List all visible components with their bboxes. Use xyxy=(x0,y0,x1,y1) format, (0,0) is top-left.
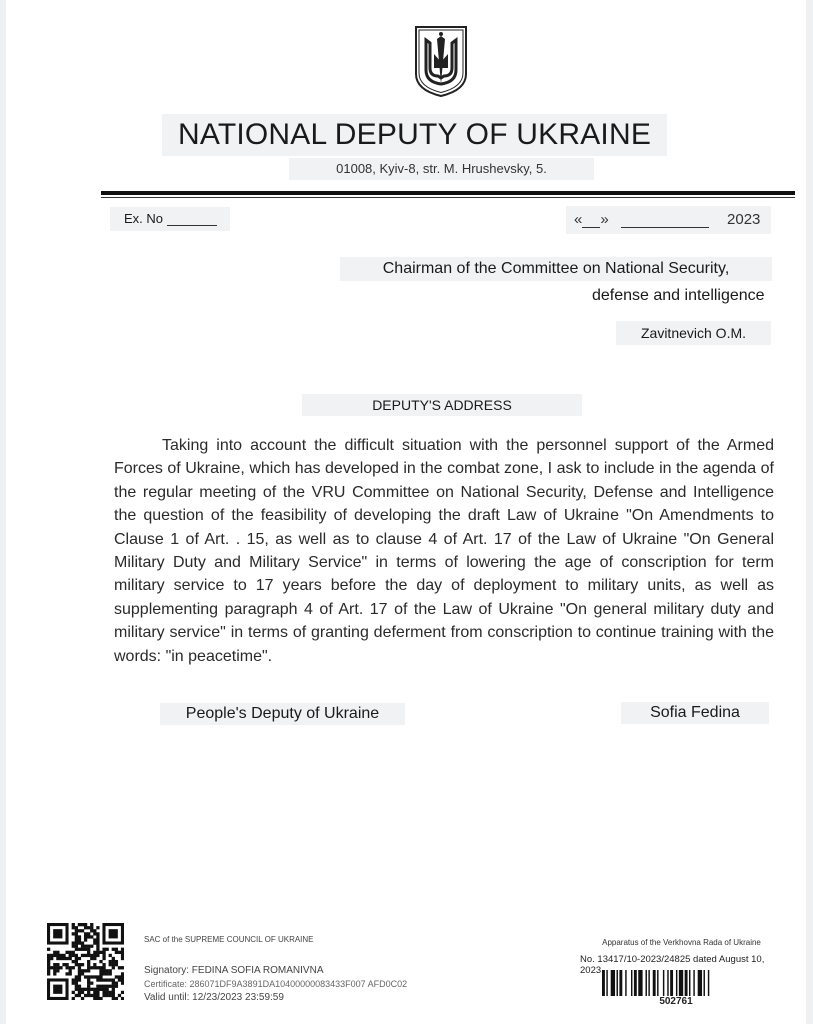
header-divider-thick xyxy=(101,191,795,195)
signature-validity: Valid until: 12/23/2023 23:59:59 xyxy=(144,992,284,1003)
document-page xyxy=(6,0,806,1024)
addressee-name: Zavitnevich O.M. xyxy=(616,321,771,345)
date-year: 2023 xyxy=(727,211,761,228)
page-title: NATIONAL DEPUTY OF UKRAINE xyxy=(162,114,667,156)
outgoing-number-blank xyxy=(167,213,217,226)
month-blank xyxy=(621,213,709,228)
addressee-line-1: Chairman of the Committee on National Security, xyxy=(340,257,772,281)
date-open-quote: « xyxy=(574,211,583,228)
signature-authority: SAC of the SUPREME COUNCIL OF UKRAINE xyxy=(144,935,314,944)
outgoing-number-field xyxy=(110,207,230,231)
body-paragraph: Taking into account the difficult situation with the personnel support of the Armed Forces of Ukraine, which has developed in the combat zone, I ask to include in the agenda of the regular meeting of the VRU Committee on National Security, Defense and Intelligence the question of the feasibility of developing the draft Law of Ukraine "On Amendments to Clause 1 of Art. . 15, as well as to clause 4 of Art. 17 of the Law of Ukraine "On General Military Duty and Military Service" in terms of lowering the age of conscription for term military service to 17 years before the day of deployment to military units, as well as supplementing paragraph 4 of Art. 17 of the Law of Ukraine "On general military duty and military service" in terms of granting deferment from conscription to continue training with the words: "in peacetime". xyxy=(114,437,774,665)
signature-certificate: Certificate: 286071DF9A3891DA10400000083433F007 AFD0C02 xyxy=(144,979,408,989)
office-address: 01008, Kyiv-8, str. M. Hrushevsky, 5. xyxy=(289,158,594,180)
barcode-icon xyxy=(600,970,750,996)
registration-authority: Apparatus of the Verkhovna Rada of Ukraine xyxy=(602,938,761,947)
addressee-line-2: defense and intelligence xyxy=(592,287,765,304)
date-close-quote: » xyxy=(600,211,609,228)
document-heading: DEPUTY'S ADDRESS xyxy=(302,394,582,416)
document-body xyxy=(114,434,774,668)
signatory-position: People's Deputy of Ukraine xyxy=(160,703,405,725)
qr-code-icon xyxy=(47,923,124,1000)
header-divider-thin xyxy=(101,197,795,198)
barcode-number: 502761 xyxy=(659,996,693,1007)
ukraine-coat-of-arms-icon xyxy=(412,24,470,98)
signature-signatory: Signatory: FEDINA SOFIA ROMANIVNA xyxy=(144,965,324,976)
outgoing-number-label: Ex. No xyxy=(124,211,164,226)
signatory-name: Sofia Fedina xyxy=(621,702,769,724)
day-blank xyxy=(582,213,600,228)
date-field xyxy=(566,206,771,234)
registration-number: No. 13417/10-2023/24825 dated August 10, 2023 xyxy=(580,954,765,976)
